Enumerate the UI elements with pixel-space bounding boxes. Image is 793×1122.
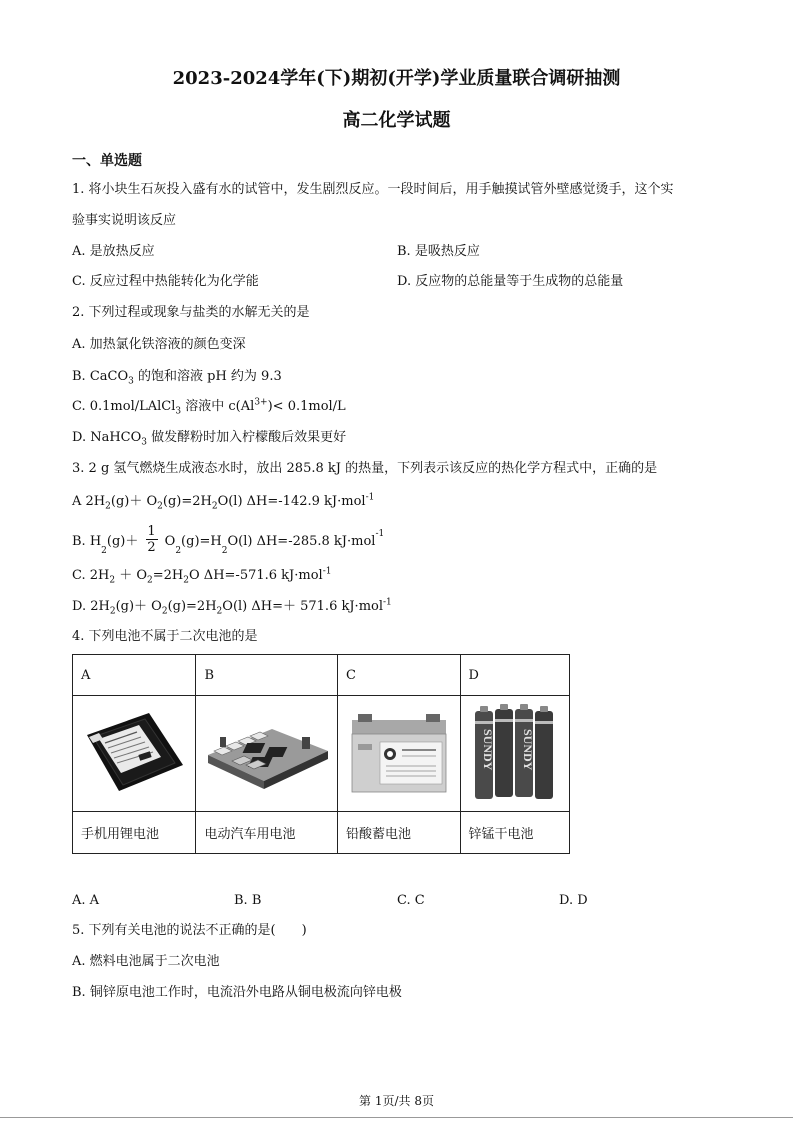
battery-brand-text-right: SUNDY (521, 729, 536, 771)
fraction-one-half: $\frac{1}{2}$ (147, 524, 156, 555)
q3-option-d: D. $2H_2(g)+ O_2(g)=2H_2O(l)$ ΔH=＋ 571.6 kJ·mol$^{-1}$ (72, 597, 392, 617)
q4-option-b: B. B (234, 893, 262, 908)
table-header-a: A (73, 655, 196, 696)
q4-stem: 4. 下列电池不属于二次电池的是 (72, 629, 258, 644)
q3-option-b: B. $H_2(g)+$ $\frac{1}{2}$ $O_2(g)=H_2O(l)$ ΔH=-285.8 kJ·mol$^{-1}$ (72, 524, 385, 556)
section-heading: 一、单选题 (72, 153, 142, 169)
exam-subtitle: 高二化学试题 (342, 110, 451, 131)
q1-option-d: D. 反应物的总能量等于生成物的总能量 (397, 274, 624, 289)
q1-option-b: B. 是吸热反应 (397, 244, 480, 259)
q4-option-a: A. A (72, 893, 100, 908)
q1-option-c: C. 反应过程中热能转化为化学能 (72, 274, 259, 289)
q5-stem: 5. 下列有关电池的说法不正确的是( ) (72, 923, 307, 938)
q1-stem-line2: 验事实说明该反应 (72, 213, 177, 228)
table-label-c: 铅酸蓄电池 (338, 812, 461, 854)
q2-option-d: D. NaHCO$_3$ 做发酵粉时加入柠檬酸后效果更好 (72, 430, 347, 448)
q2-option-c: C. 0.1mol/LAlCl$_3$ 溶液中 $c(Al^{3+})< 0.1mol/L$ (72, 397, 346, 417)
lithium-battery-image (73, 696, 196, 812)
ev-battery-pack-image (196, 696, 338, 812)
table-header-b: B (196, 655, 338, 696)
q1-stem-line1: 1. 将小块生石灰投入盛有水的试管中，发生剧烈反应。一段时间后，用手触摸试管外壁感觉烫手，这个实 (72, 182, 674, 197)
lead-acid-battery-image (338, 696, 461, 812)
q2-stem: 2. 下列过程或现象与盐类的水解无关的是 (72, 305, 310, 320)
q3-option-c: C. $2H_2 + O_2=2H_2O$ ΔH=-571.6 kJ·mol$^{-1}$ (72, 566, 332, 586)
exam-title: 2023-2024学年(下)期初(开学)学业质量联合调研抽测 (172, 68, 621, 89)
q5-option-a: A. 燃料电池属于二次电池 (72, 954, 220, 969)
page-bottom-rule (0, 1117, 793, 1118)
q4-option-d: D. D (559, 893, 588, 908)
zinc-manganese-battery-image (460, 696, 569, 812)
q2-option-b: B. CaCO$_3$ 的饱和溶液 pH 约为 9.3 (72, 369, 282, 387)
q4-option-c: C. C (397, 893, 425, 908)
q2-option-a: A. 加热氯化铁溶液的颜色变深 (72, 337, 246, 352)
q1-option-a: A. 是放热反应 (72, 244, 155, 259)
table-header-d: D (460, 655, 569, 696)
q3-option-a: A $2H_2(g)+ O_2(g)=2H_2O(l)$ ΔH=-142.9 kJ·mol$^{-1}$ (72, 492, 375, 512)
q5-option-b: B. 铜锌原电池工作时，电流沿外电路从铜电极流向锌电极 (72, 985, 402, 1000)
battery-table (72, 654, 570, 854)
table-label-b: 电动汽车用电池 (196, 812, 338, 854)
table-label-a: 手机用锂电池 (73, 812, 196, 854)
page-number: 第 1页/共 8页 (359, 1094, 434, 1108)
q3-stem: 3. 2 g 氢气燃烧生成液态水时，放出 285.8 kJ 的热量，下列表示该反应的热化学方程式中，正确的是 (72, 461, 658, 476)
table-label-d: 锌锰干电池 (460, 812, 569, 854)
table-header-c: C (338, 655, 461, 696)
battery-brand-text-left: SUNDY (481, 729, 496, 771)
